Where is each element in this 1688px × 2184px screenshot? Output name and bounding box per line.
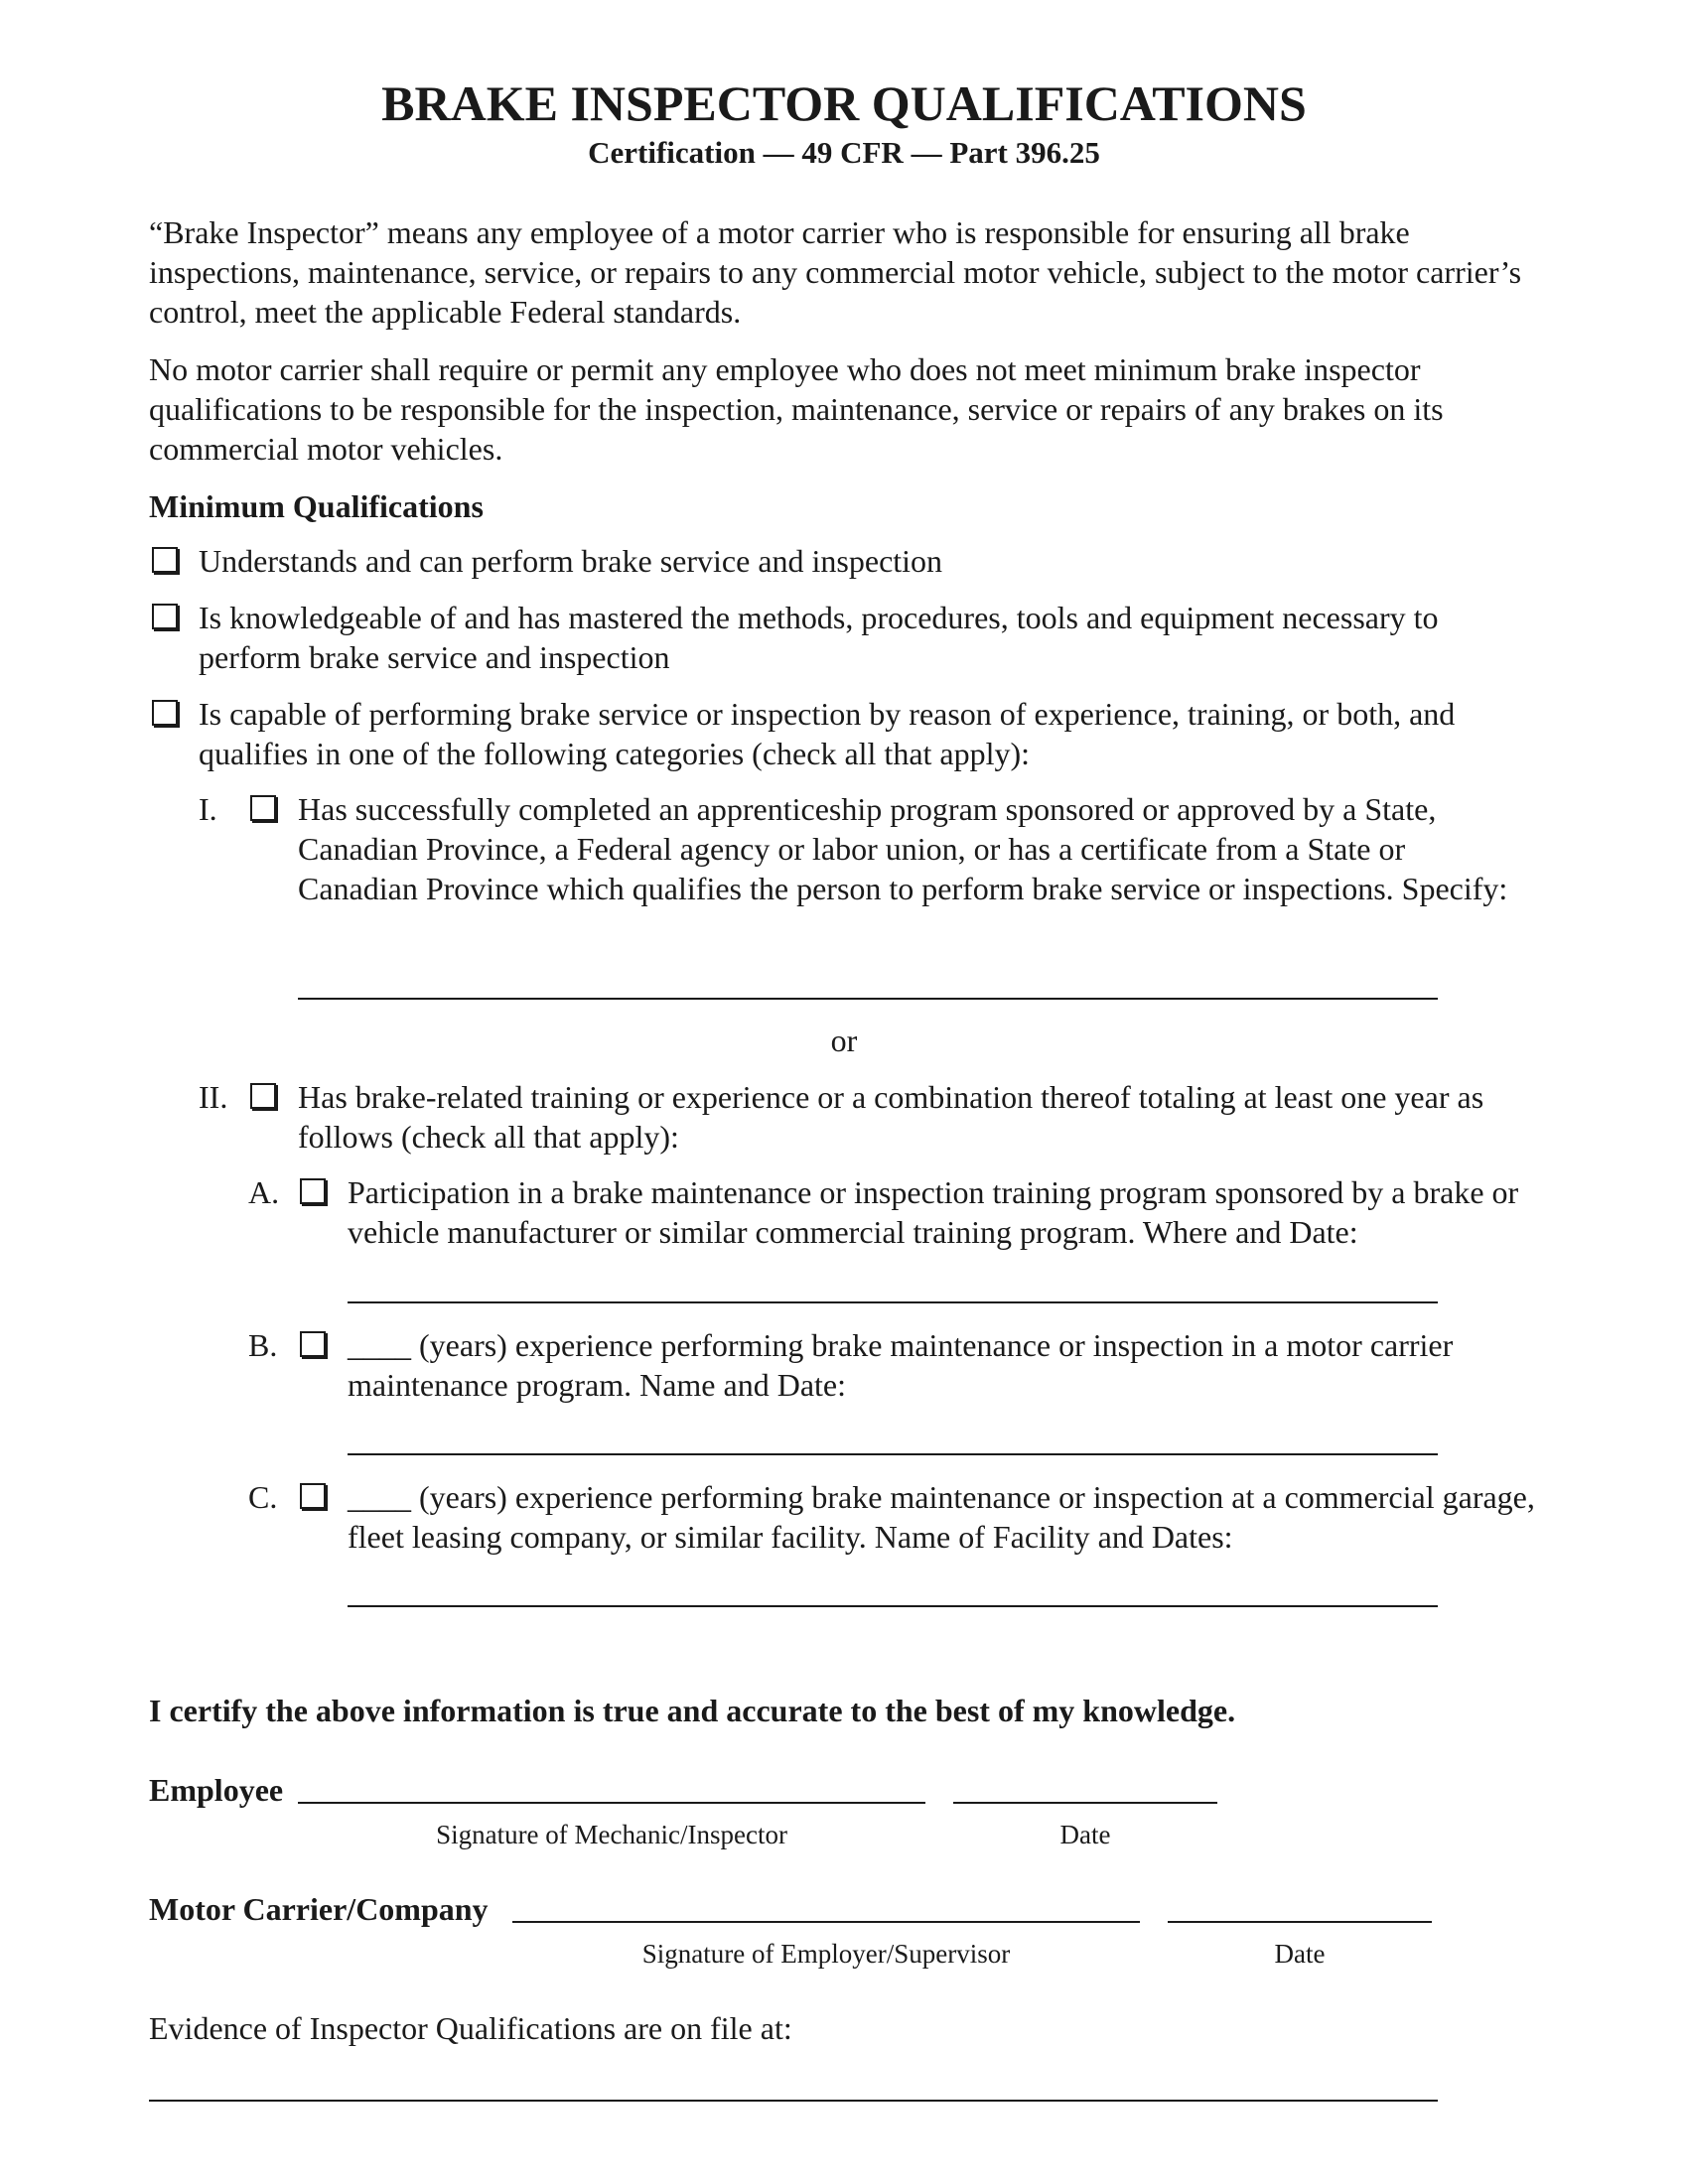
category-i-label: Has successfully completed an apprenticeship program sponsored or approved by a State, Canadian Province, a Federal agency or labor union, or has a certificate from a State or Canadian Province which qualifies the person to perform brake service or inspections. Specify: [298,791,1508,906]
page-subtitle: Certification — 49 CFR — Part 396.25 [588,135,1100,170]
page-title: BRAKE INSPECTOR QUALIFICATIONS [381,75,1307,131]
employee-label: Employee [149,1772,284,1808]
carrier-signature-caption: Signature of Employer/Supervisor [641,1939,1011,1969]
understands-checkbox[interactable] [152,547,178,573]
category-ii-label: Has brake-related training or experience or a combination thereof totaling at least one year as follows (check all that apply): [298,1079,1484,1155]
category-i-specify-line[interactable] [298,998,1438,1000]
employee-signature-line[interactable] [298,1802,925,1804]
sub-b-name-date-line[interactable] [348,1453,1438,1455]
knowledgeable-checkbox[interactable] [152,604,178,629]
motor-carrier-label: Motor Carrier/Company [149,1891,489,1927]
carrier-signature-line[interactable] [512,1921,1140,1923]
capable-label: Is capable of performing brake service or inspection by reason of experience, training, or both, and qualifies in one of the following categories (check all that apply): [199,696,1456,771]
sub-a-marker: A. [248,1174,280,1210]
sub-c-checkbox[interactable] [300,1483,326,1509]
employee-date-caption: Date [1059,1820,1111,1849]
sub-b-checkbox[interactable] [300,1331,326,1357]
category-ii-marker: II. [199,1079,228,1115]
minimum-qualifications-heading: Minimum Qualifications [149,488,484,524]
category-i-marker: I. [199,791,217,827]
category-i-checkbox[interactable] [250,795,276,821]
employee-signature-caption: Signature of Mechanic/Inspector [436,1820,787,1849]
sub-a-where-date-line[interactable] [348,1301,1438,1303]
evidence-location-line[interactable] [149,2100,1438,2102]
sub-c-label: ____ (years) experience performing brake maintenance or inspection at a commercial garage, fleet leasing company, or similar facility. Name of Facility and Dates: [348,1479,1535,1555]
category-ii-checkbox[interactable] [250,1083,276,1109]
sub-a-checkbox[interactable] [300,1178,326,1204]
knowledgeable-label: Is knowledgeable of and has mastered the methods, procedures, tools and equipment necessary to perform brake service and inspection [199,600,1439,675]
sub-b-marker: B. [248,1327,278,1363]
sub-c-marker: C. [248,1479,278,1515]
requirement-paragraph: No motor carrier shall require or permit any employee who does not meet minimum brake inspector qualifications to be responsible for the inspection, maintenance, service or repairs of any brakes on its commercial motor vehicles. [149,351,1444,467]
certification-statement: I certify the above information is true and accurate to the best of my knowledge. [149,1693,1236,1728]
evidence-label: Evidence of Inspector Qualifications are on file at: [149,2010,792,2046]
understands-label: Understands and can perform brake service and inspection [199,543,943,579]
carrier-date-line[interactable] [1168,1921,1432,1923]
employee-date-line[interactable] [953,1802,1217,1804]
capable-checkbox[interactable] [152,700,178,726]
or-divider: or [830,1023,858,1058]
sub-c-facility-dates-line[interactable] [348,1605,1438,1607]
carrier-date-caption: Date [1274,1939,1326,1969]
definition-paragraph: “Brake Inspector” means any employee of a motor carrier who is responsible for ensuring all brake inspections, maintenance, service, or repairs to any commercial motor vehicle, subject to the motor carrier’s control, meet the applicable Federal standards. [149,214,1522,330]
sub-a-label: Participation in a brake maintenance or inspection training program sponsored by a brake or vehicle manufacturer or similar commercial training program. Where and Date: [348,1174,1519,1250]
sub-b-label: ____ (years) experience performing brake maintenance or inspection in a motor carrier maintenance program. Name and Date: [348,1327,1454,1403]
